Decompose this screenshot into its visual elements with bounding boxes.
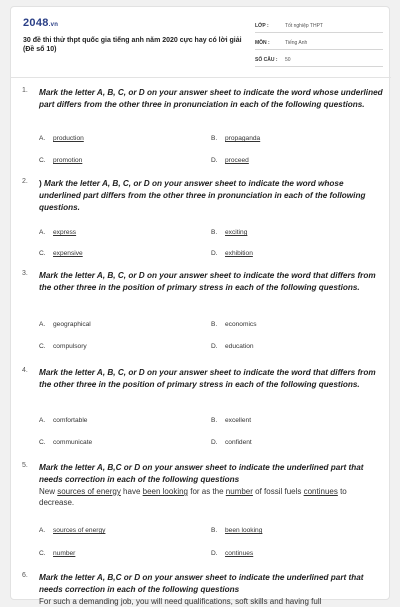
option-letter: A. bbox=[39, 527, 46, 534]
sentence-underlined: sources of energy bbox=[57, 487, 121, 496]
option-text: express bbox=[53, 229, 77, 236]
option-text: number bbox=[53, 550, 76, 557]
option-a[interactable] bbox=[39, 135, 84, 142]
question-instruction: Mark the letter A, B, C, or D on your answer sheet to indicate the word that differs from the other three in the position of primary stress in each of the following questions. bbox=[39, 368, 376, 389]
option-letter: B. bbox=[211, 417, 218, 424]
option-text: production bbox=[53, 135, 84, 142]
question-instruction: Mark the letter A, B, C, or D on your answer sheet to indicate the word that differs from the other three in the position of primary stress in each of the following questions. bbox=[39, 271, 376, 292]
option-letter: B. bbox=[211, 229, 218, 236]
option-d[interactable] bbox=[211, 550, 253, 557]
option-letter: A. bbox=[39, 321, 46, 328]
question-instruction: Mark the letter A, B, C, or D on your answer sheet to indicate the word whose underlined part differs from the other three in pronunciation in each of the following questions. bbox=[39, 88, 383, 109]
sentence-part: for as the bbox=[188, 487, 226, 496]
meta-value: 50 bbox=[285, 56, 291, 63]
question-instruction bbox=[39, 178, 383, 214]
option-letter: A. bbox=[39, 417, 46, 424]
option-text: proceed bbox=[225, 157, 249, 164]
option-text: exciting bbox=[225, 229, 248, 236]
option-letter: A. bbox=[39, 229, 46, 236]
document-header bbox=[11, 7, 391, 69]
option-letter: A. bbox=[39, 135, 46, 142]
option-text: excellent bbox=[225, 417, 252, 424]
site-logo[interactable] bbox=[23, 17, 58, 29]
option-text: expensive bbox=[53, 250, 83, 257]
logo-text: 2048 bbox=[23, 17, 49, 29]
question-lead: ) bbox=[39, 179, 45, 188]
document-meta bbox=[255, 19, 383, 70]
sentence-underlined: continues bbox=[303, 487, 338, 496]
question-number: 1. bbox=[22, 87, 28, 94]
question-number: 4. bbox=[22, 367, 28, 374]
sentence-part: of fossil fuels bbox=[252, 487, 304, 496]
option-text: exhibition bbox=[225, 250, 253, 257]
option-text: confident bbox=[225, 439, 252, 446]
meta-key: SỐ CÂU : bbox=[255, 56, 278, 63]
option-b[interactable] bbox=[211, 229, 247, 236]
logo-suffix: .vn bbox=[48, 22, 59, 28]
option-a[interactable] bbox=[39, 417, 87, 424]
option-d[interactable] bbox=[211, 343, 254, 350]
document-page bbox=[10, 6, 390, 606]
sentence-underlined: number bbox=[225, 487, 253, 496]
header-divider bbox=[11, 77, 391, 78]
option-d[interactable] bbox=[211, 439, 252, 446]
meta-row-question-count bbox=[255, 53, 383, 67]
option-text: comfortable bbox=[53, 417, 88, 424]
option-letter: D. bbox=[211, 250, 218, 257]
option-letter: B. bbox=[211, 135, 218, 142]
option-text: geographical bbox=[53, 321, 91, 328]
option-letter: D. bbox=[211, 439, 218, 446]
option-text: promotion bbox=[53, 157, 83, 164]
option-text: economics bbox=[225, 321, 257, 328]
meta-key: LỚP : bbox=[255, 22, 269, 29]
meta-value: Tốt nghiệp THPT bbox=[285, 22, 323, 29]
option-d[interactable] bbox=[211, 157, 249, 164]
option-text: education bbox=[225, 343, 254, 350]
question-instruction: Mark the letter A, B,C or D on your answer sheet to indicate the underlined part that needs correction in each of the following questions bbox=[39, 463, 364, 484]
option-letter: D. bbox=[211, 157, 218, 164]
option-letter: C. bbox=[39, 250, 46, 257]
option-letter: B. bbox=[211, 321, 218, 328]
option-letter: D. bbox=[211, 550, 218, 557]
option-c[interactable] bbox=[39, 157, 82, 164]
option-text: compulsory bbox=[53, 343, 87, 350]
question-number: 5. bbox=[22, 462, 28, 469]
option-letter: C. bbox=[39, 550, 46, 557]
sentence-part: New bbox=[39, 487, 58, 496]
option-b[interactable] bbox=[211, 321, 257, 328]
question-number: 6. bbox=[22, 572, 28, 579]
option-b[interactable] bbox=[211, 527, 262, 534]
option-letter: D. bbox=[211, 343, 218, 350]
sentence-part: have bbox=[120, 487, 143, 496]
option-c[interactable] bbox=[39, 439, 92, 446]
option-a[interactable] bbox=[39, 229, 76, 236]
meta-row-grade bbox=[255, 19, 383, 33]
question-instruction: Mark the letter A, B,C or D on your answer sheet to indicate the underlined part that needs correction in each of the following questions bbox=[39, 573, 364, 594]
question-sentence: For such a demanding job, you will need qualifications, soft skills and having full bbox=[39, 597, 322, 606]
option-letter: C. bbox=[39, 157, 46, 164]
option-a[interactable] bbox=[39, 321, 91, 328]
option-b[interactable] bbox=[211, 417, 251, 424]
option-d[interactable] bbox=[211, 250, 253, 257]
option-b[interactable] bbox=[211, 135, 260, 142]
meta-value: Tiếng Anh bbox=[285, 39, 308, 46]
option-text: continues bbox=[225, 550, 254, 557]
option-letter: C. bbox=[39, 439, 46, 446]
document-title: 30 đề thi thử thpt quốc gia tiếng anh năm 2020 cực hay có lời giải (Đề số 10) bbox=[23, 37, 242, 53]
question-instruction-text: Mark the letter A, B, C, or D on your answer sheet to indicate the word whose underlined part differs from the other three in pronunciation in each of the following questions. bbox=[39, 179, 366, 212]
sentence-part: to decrease. bbox=[39, 487, 347, 507]
option-letter: C. bbox=[39, 343, 46, 350]
meta-key: MÔN : bbox=[255, 39, 270, 46]
question-number: 3. bbox=[22, 270, 28, 277]
option-text: communicate bbox=[53, 439, 93, 446]
option-letter: B. bbox=[211, 527, 218, 534]
option-a[interactable] bbox=[39, 527, 105, 534]
option-c[interactable] bbox=[39, 550, 75, 557]
option-c[interactable] bbox=[39, 250, 83, 257]
question-number: 2. bbox=[22, 178, 28, 185]
option-text: been looking bbox=[225, 527, 263, 534]
question-sentence bbox=[39, 486, 383, 508]
option-text: propaganda bbox=[225, 135, 261, 142]
option-c[interactable] bbox=[39, 343, 87, 350]
option-text: sources of energy bbox=[53, 527, 106, 534]
meta-row-subject bbox=[255, 36, 383, 50]
sentence-underlined: been looking bbox=[142, 487, 188, 496]
